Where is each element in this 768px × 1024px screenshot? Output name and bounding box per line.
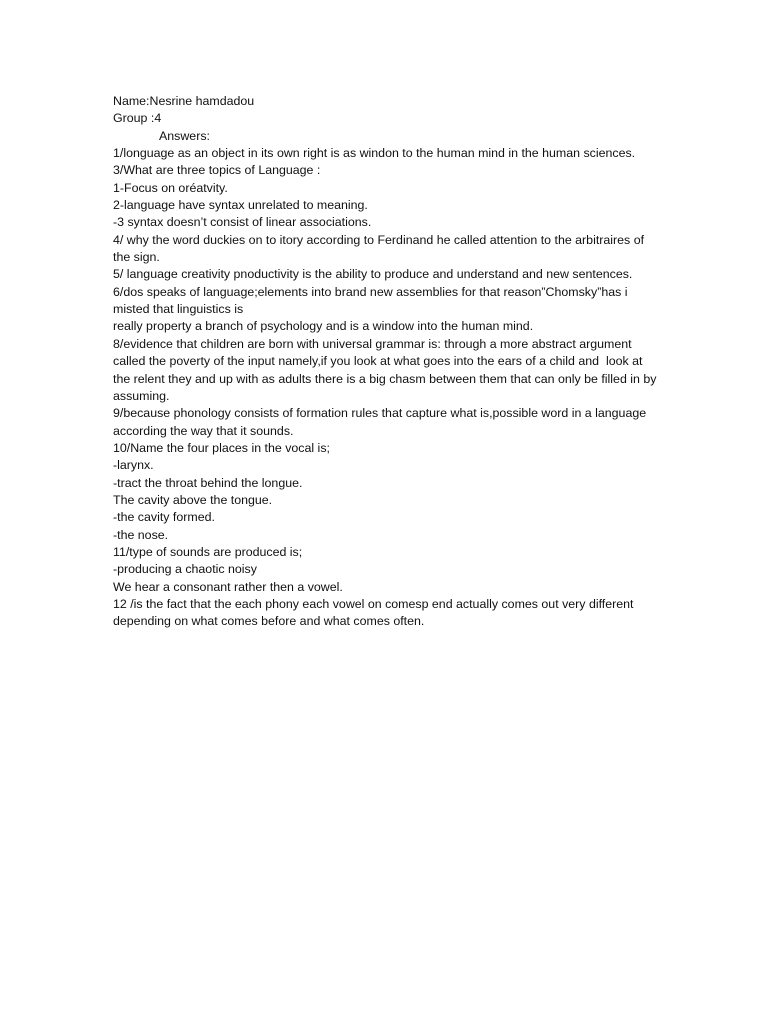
answer-line-5: 5/ language creativity pnoductivity is the ability to produce and understand and new sentences. (113, 267, 633, 282)
answer-line-6-part-2: really property a branch of psychology and is a window into the human mind. (113, 319, 534, 334)
group-line: Group :4 (113, 111, 162, 126)
answer-line-11-item-1: -producing a chaotic noisy (113, 562, 257, 577)
answer-line-12: 12 /is the fact that the each phony each vowel on comesp end actually comes out very different depending on what comes before and what comes often. (113, 596, 637, 629)
answer-line-11-item-2: We hear a consonant rather then a vowel. (113, 579, 343, 594)
answers-heading: Answers: (159, 128, 210, 143)
answer-line-10-item-1: -larynx. (113, 458, 154, 473)
document-body (113, 93, 661, 631)
answer-line-10-question: 10/Name the four places in the vocal is; (113, 440, 330, 455)
answer-line-4: 4/ why the word duckies on to itory according to Ferdinand he called attention to the arbitraires of the sign. (113, 232, 648, 265)
answer-line-3-item-3: -3 syntax doesn’t consist of linear associations. (113, 215, 372, 230)
answer-line-8: 8/evidence that children are born with universal grammar is: through a more abstract argument called the poverty of the input namely,if you look at what goes into the ears of a child and look at the relent they and up with as adults there is a big chasm between them that can only be filled in by assuming. (113, 336, 660, 403)
answer-line-3-question: 3/What are three topics of Language : (113, 163, 321, 178)
answer-line-1: 1/longuage as an object in its own right is as windon to the human mind in the human sciences. (113, 146, 636, 161)
name-line: Name:Nesrine hamdadou (113, 94, 255, 108)
answer-line-10-item-2: -tract the throat behind the longue. (113, 475, 303, 490)
answer-line-6-part-1: 6/dos speaks of language;elements into brand new assemblies for that reason”Chomsky”has i misted that linguistics is (113, 284, 631, 317)
answer-line-3-item-1: 1-Focus on oréatvity. (113, 180, 228, 195)
answer-line-10-item-3: The cavity above the tongue. (113, 492, 273, 507)
answer-line-3-item-2: 2-language have syntax unrelated to meaning. (113, 198, 368, 213)
answer-line-10-item-5: -the nose. (113, 527, 169, 542)
answer-line-10-item-4: -the cavity formed. (113, 510, 215, 525)
answer-line-11-question: 11/type of sounds are produced is; (113, 544, 303, 559)
answer-line-9: 9/because phonology consists of formation rules that capture what is,possible word in a language according the way that it sounds. (113, 406, 650, 438)
